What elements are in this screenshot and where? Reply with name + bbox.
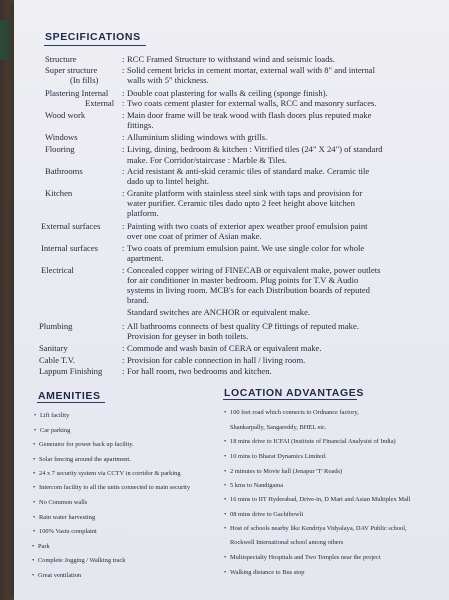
list-item: • Great ventilation (32, 572, 82, 579)
spec-label: Plastering Internal (45, 88, 109, 98)
list-item: • Host of schools nearby like Kendriya Vidyalaya, DAV Public school, (224, 525, 407, 532)
spec-colon: : (122, 144, 125, 154)
list-item: • 100% Vastu complaint (33, 528, 97, 535)
spec-colon: : (122, 243, 125, 253)
spec-value: Standard switches are ANCHOR or equivalent make. (127, 307, 311, 317)
list-item: Rockwell International school among others (230, 539, 344, 546)
spec-label: Cable T.V. (39, 355, 76, 365)
spec-label: Super structure (45, 65, 98, 75)
spec-value: Living, dining, bedroom & kitchen : Vitrified tiles (24" X 24") of standard (127, 144, 383, 154)
spec-value: walls with 5" thickness. (127, 75, 209, 85)
spec-value: Granite platform with stainless steel sink with taps and provision for (127, 188, 363, 198)
spec-value: make. For Corridor/staircase : Marble & Tiles. (127, 155, 287, 165)
spec-colon: : (122, 166, 125, 176)
spec-colon: : (122, 132, 125, 142)
spec-label: Sanitary (39, 343, 68, 353)
list-item: Shankarpally, Sangareddy, BHEL etc. (230, 424, 327, 431)
list-item: • Complete Jogging / Walking track (32, 557, 126, 564)
spec-label: Kitchen (45, 188, 73, 198)
list-item: • Intercom facility to all the units connected to main security (33, 484, 191, 491)
spec-colon: : (122, 366, 125, 376)
spec-value: Solid cement bricks in cement mortar, external wall with 8" and internal (127, 65, 376, 75)
spec-colon: : (122, 88, 125, 98)
spec-label: External (85, 98, 115, 108)
spec-value: Concealed copper wiring of FINECAB or equivalent make, power outlets (127, 265, 381, 275)
location-heading: LOCATION ADVANTAGES (224, 387, 364, 399)
spec-colon: : (122, 265, 125, 275)
spec-value: Alluminium sliding windows with grills. (127, 132, 268, 142)
spec-colon: : (122, 343, 125, 353)
spec-label: Lappum Finishing (39, 366, 103, 376)
spec-value: Acid resistant & anti-skid ceramic tiles of standard make. Ceramic tile (127, 166, 370, 176)
amenities-underline (37, 402, 105, 403)
specifications-underline (44, 45, 146, 46)
spec-value: apartment. (127, 253, 164, 263)
spec-value: Main door frame will be teak wood with flash doors plus reputed make (127, 110, 372, 120)
spec-colon: : (122, 110, 125, 120)
spec-value: platform. (127, 208, 159, 218)
list-item: • 2 minutes to Movie hall (Jenapur 'T' Roads) (224, 468, 343, 475)
list-item: • 5 kms to Nandigama (224, 482, 284, 489)
spec-colon: : (122, 65, 125, 75)
list-item: • Multispecialty Hospitals and Two Temples near the project (224, 554, 381, 561)
list-item: • 18 mins drive to ICFAI (Institute of Financial Analysist of India) (224, 438, 396, 445)
list-item: • 100 feet road which connects to Ordnance factory, (224, 409, 359, 416)
spec-value: RCC Framed Structure to withstand wind and seismic loads. (127, 54, 335, 64)
spec-colon: : (122, 54, 125, 64)
spec-value: brand. (127, 295, 149, 305)
spec-label: Wood work (45, 110, 86, 120)
list-item: • Generator for power back up facility. (33, 441, 134, 448)
spec-label: External surfaces (41, 221, 101, 231)
spec-colon: : (122, 221, 125, 231)
spec-label: Bathrooms (45, 166, 83, 176)
list-item: • No Common walls (33, 499, 88, 506)
spec-value: Double coat plastering for walls & ceiling (sponge finish). (127, 88, 328, 98)
list-item: • Car parking (34, 427, 71, 434)
list-item: • 24 x 7 security system via CCTV in corridor & parking (33, 470, 181, 477)
spec-value: Provision for cable connection in hall / living room. (127, 355, 306, 365)
list-item: • Lift facility (34, 412, 70, 419)
location-underline (223, 399, 357, 400)
spec-value: dado up to lintel height. (127, 176, 209, 186)
list-item: • Park (32, 543, 50, 550)
spec-label: Flooring (45, 144, 75, 154)
spec-label: Plumbing (39, 321, 73, 331)
spec-value: for air conditioner in master bedroom. Plug points for T.V & Audio (127, 275, 359, 285)
spec-value: over one coat of primer of Asian make. (127, 231, 262, 241)
spec-value: Provision for geyser in both toilets. (127, 331, 249, 341)
list-item: • 08 mins drive to Gachibowli (224, 511, 304, 518)
spec-colon: : (122, 188, 125, 198)
spec-colon: : (122, 98, 125, 108)
spec-value: All bathrooms connects of best quality CP fittings of reputed make. (127, 321, 359, 331)
list-item: • Walking distance to Bus stop (224, 569, 305, 576)
list-item: • Rain water harvesting (33, 514, 96, 521)
amenities-heading: AMENITIES (38, 390, 101, 402)
spec-label: Windows (45, 132, 78, 142)
list-item: • Solar fencing around the apartment. (33, 456, 131, 463)
spec-value: Two coats of premium emulsion paint. We use single color for whole (127, 243, 365, 253)
spec-label: Internal surfaces (41, 243, 99, 253)
spec-value: fittings. (127, 120, 154, 130)
spec-value: water purifier. Ceramic tiles dado upto 2 feet height above kitchen (127, 198, 355, 208)
list-item: • 10 mins to Bharat Dynamics Limited. (224, 453, 327, 460)
spec-value: systems in living room. MCB's for each Distribution boards of reputed (127, 285, 370, 295)
spec-value: Two coats cement plaster for external walls, RCC and masonry surfaces. (127, 98, 377, 108)
spec-colon: : (122, 355, 125, 365)
spec-label: (In fills) (70, 75, 99, 85)
specifications-heading: SPECIFICATIONS (45, 31, 141, 43)
spec-colon: : (122, 321, 125, 331)
list-item: • 16 mins to IIT Hyderabad, Drive-in, D Mart and Asian Multiplex Mall (224, 496, 411, 503)
spec-label: Structure (45, 54, 77, 64)
spec-value: For hall room, two bedrooms and kitchen. (127, 366, 272, 376)
spec-value: Painting with two coats of exterior apex weather proof emulsion paint (127, 221, 368, 231)
spec-value: Commode and wash basin of CERA or equivalent make. (127, 343, 322, 353)
spec-label: Electrical (41, 265, 74, 275)
